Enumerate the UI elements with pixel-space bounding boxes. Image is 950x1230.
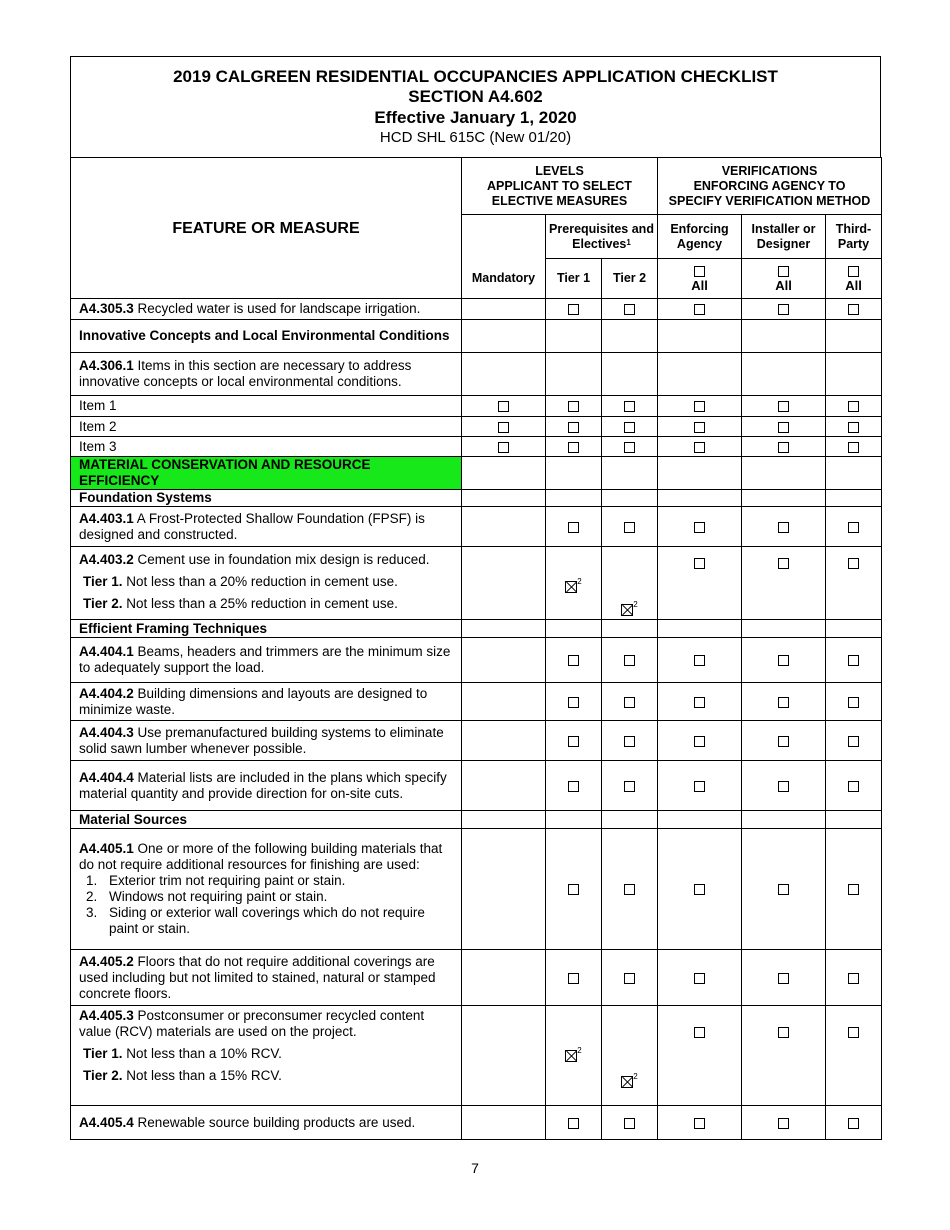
checkbox[interactable] [568, 1118, 579, 1129]
list-item: 1. Exterior trim not requiring paint or stain. [101, 873, 453, 889]
checkbox[interactable] [568, 304, 579, 315]
checkbox[interactable] [624, 304, 635, 315]
list-item: 2. Windows not requiring paint or stain. [101, 889, 453, 905]
checkbox[interactable] [848, 1118, 859, 1129]
checkbox[interactable] [568, 442, 579, 453]
checkbox[interactable] [778, 781, 789, 792]
checkbox[interactable] [568, 973, 579, 984]
checkbox[interactable] [848, 655, 859, 666]
checkbox[interactable] [624, 884, 635, 895]
enforcing-header: Enforcing Agency [658, 215, 742, 259]
installer-header: Installer or Designer [742, 215, 826, 259]
checkbox[interactable] [848, 401, 859, 412]
checkbox[interactable] [568, 401, 579, 412]
checkbox[interactable] [778, 266, 789, 277]
checkbox[interactable] [624, 736, 635, 747]
checkbox[interactable] [848, 781, 859, 792]
checkbox[interactable] [848, 522, 859, 533]
checkbox[interactable] [848, 304, 859, 315]
checked-checkbox[interactable] [621, 604, 633, 616]
checkbox[interactable] [694, 266, 705, 277]
installer-all: All [742, 259, 826, 299]
title-block [70, 56, 881, 157]
checkbox[interactable] [778, 304, 789, 315]
checkbox[interactable] [568, 655, 579, 666]
checkbox[interactable] [568, 884, 579, 895]
table-row: A4.404.2 Building dimensions and layouts are designed to minimize waste. [71, 683, 882, 721]
checkbox[interactable] [694, 522, 705, 533]
table-row: Item 2 [71, 417, 882, 437]
checkbox[interactable] [624, 401, 635, 412]
checked-checkbox[interactable] [565, 1050, 577, 1062]
section-row: Efficient Framing Techniques [71, 620, 882, 638]
checklist-table [70, 157, 882, 1140]
checkbox[interactable] [848, 736, 859, 747]
checkbox[interactable] [694, 884, 705, 895]
checkbox[interactable] [848, 973, 859, 984]
checkbox[interactable] [498, 401, 509, 412]
checkbox[interactable] [498, 442, 509, 453]
table-row: A4.405.3 Postconsumer or preconsumer recycled content value (RCV) materials are used on the project. Tier 1. Not less than a 10% RCV. Tier 2. Not less than a 15% RCV. $^2$ $^2$ [71, 1006, 882, 1106]
feature-header: FEATURE OR MEASURE [71, 158, 462, 299]
checkbox[interactable] [694, 697, 705, 708]
verifications-header: VERIFICATIONS ENFORCING AGENCY TO SPECIFY VERIFICATION METHOD [658, 158, 882, 215]
checkbox[interactable] [694, 558, 705, 569]
checkbox[interactable] [848, 442, 859, 453]
checklist-title: 2019 CALGREEN RESIDENTIAL OCCUPANCIES APPLICATION CHECKLIST [173, 67, 778, 86]
checkbox[interactable] [778, 973, 789, 984]
checkbox[interactable] [848, 697, 859, 708]
checkbox[interactable] [848, 558, 859, 569]
table-row: A4.404.1 Beams, headers and trimmers are the minimum size to adequately support the load. [71, 638, 882, 683]
third-party-all: All [826, 259, 882, 299]
checkbox[interactable] [568, 781, 579, 792]
checkbox[interactable] [778, 736, 789, 747]
table-row: A4.405.1 One or more of the following building materials that do not require additional resources for finishing are used: 1. Exterior trim not requiring paint or stain. 2. Windows not requiring paint or stain. 3. Siding or exterior wall coverings which do not require paint or stain. [71, 829, 882, 950]
checkbox[interactable] [694, 304, 705, 315]
checkbox[interactable] [778, 422, 789, 433]
checkbox[interactable] [694, 973, 705, 984]
checkbox[interactable] [778, 1027, 789, 1038]
section-row: Material Sources [71, 811, 882, 829]
checkbox[interactable] [694, 401, 705, 412]
table-row: A4.403.1 A Frost-Protected Shallow Foundation (FPSF) is designed and constructed. [71, 507, 882, 547]
section-title: SECTION A4.602 [408, 87, 543, 106]
checkbox[interactable] [624, 697, 635, 708]
table-row: A4.404.4 Material lists are included in the plans which specify material quantity and provide direction for on-site cuts. [71, 761, 882, 811]
checkbox[interactable] [848, 1027, 859, 1038]
prereq-header: Prerequisites and Electives$^1$ [546, 215, 658, 259]
table-row: Item 3 [71, 437, 882, 457]
table-row: A4.305.3 Recycled water is used for landscape irrigation. [71, 299, 882, 320]
section-row: Innovative Concepts and Local Environmental Conditions [71, 320, 882, 353]
table-row: A4.404.3 Use premanufactured building systems to eliminate solid sawn lumber whenever possible. [71, 721, 882, 761]
checkbox[interactable] [498, 422, 509, 433]
checkbox[interactable] [624, 655, 635, 666]
mandatory-header: Mandatory [462, 215, 546, 299]
checkbox[interactable] [568, 522, 579, 533]
checkbox[interactable] [694, 1118, 705, 1129]
list-item: 3. Siding or exterior wall coverings which do not require paint or stain. [101, 905, 453, 937]
checked-checkbox[interactable] [565, 581, 577, 593]
checkbox[interactable] [778, 442, 789, 453]
checklist-sheet [70, 56, 881, 1140]
checkbox[interactable] [848, 422, 859, 433]
section-row: Foundation Systems [71, 490, 882, 507]
table-row: A4.403.2 Cement use in foundation mix design is reduced. Tier 1. Not less than a 20% reduction in cement use. Tier 2. Not less than a 25% reduction in cement use. $^2$ $^2$ [71, 547, 882, 620]
tier1-header: Tier 1 [546, 259, 602, 299]
table-row: A4.405.4 Renewable source building products are used. [71, 1106, 882, 1140]
checkbox[interactable] [624, 522, 635, 533]
checkbox[interactable] [694, 442, 705, 453]
table-row: A4.405.2 Floors that do not require additional coverings are used including but not limited to stained, natural or stamped concrete floors. [71, 950, 882, 1006]
table-row: Item 1 [71, 396, 882, 417]
checkbox[interactable] [778, 655, 789, 666]
checkbox[interactable] [778, 1118, 789, 1129]
checkbox[interactable] [778, 401, 789, 412]
levels-header: LEVELS APPLICANT TO SELECT ELECTIVE MEASURES [462, 158, 658, 215]
table-row: A4.306.1 Items in this section are necessary to address innovative concepts or local environmental conditions. [71, 353, 882, 396]
checked-checkbox[interactable] [621, 1076, 633, 1088]
checkbox[interactable] [778, 558, 789, 569]
checkbox[interactable] [624, 781, 635, 792]
page-number: 7 [471, 1160, 479, 1176]
checkbox[interactable] [848, 266, 859, 277]
effective-date: Effective January 1, 2020 [374, 108, 577, 127]
checkbox[interactable] [568, 697, 579, 708]
form-id: HCD SHL 615C (New 01/20) [379, 129, 572, 146]
checkbox[interactable] [778, 697, 789, 708]
enforcing-all: All [658, 259, 742, 299]
checkbox[interactable] [624, 422, 635, 433]
checkbox[interactable] [624, 1118, 635, 1129]
checkbox[interactable] [694, 655, 705, 666]
checkbox[interactable] [568, 422, 579, 433]
checkbox[interactable] [694, 1027, 705, 1038]
checkbox[interactable] [778, 522, 789, 533]
checkbox[interactable] [694, 422, 705, 433]
checkbox[interactable] [848, 884, 859, 895]
checkbox[interactable] [694, 736, 705, 747]
checkbox[interactable] [778, 884, 789, 895]
tier2-header: Tier 2 [602, 259, 658, 299]
checkbox[interactable] [624, 442, 635, 453]
third-party-header: Third-Party [826, 215, 882, 259]
checkbox[interactable] [694, 781, 705, 792]
checkbox[interactable] [624, 973, 635, 984]
section-row: MATERIAL CONSERVATION AND RESOURCE EFFICIENCY [71, 457, 882, 490]
checkbox[interactable] [568, 736, 579, 747]
